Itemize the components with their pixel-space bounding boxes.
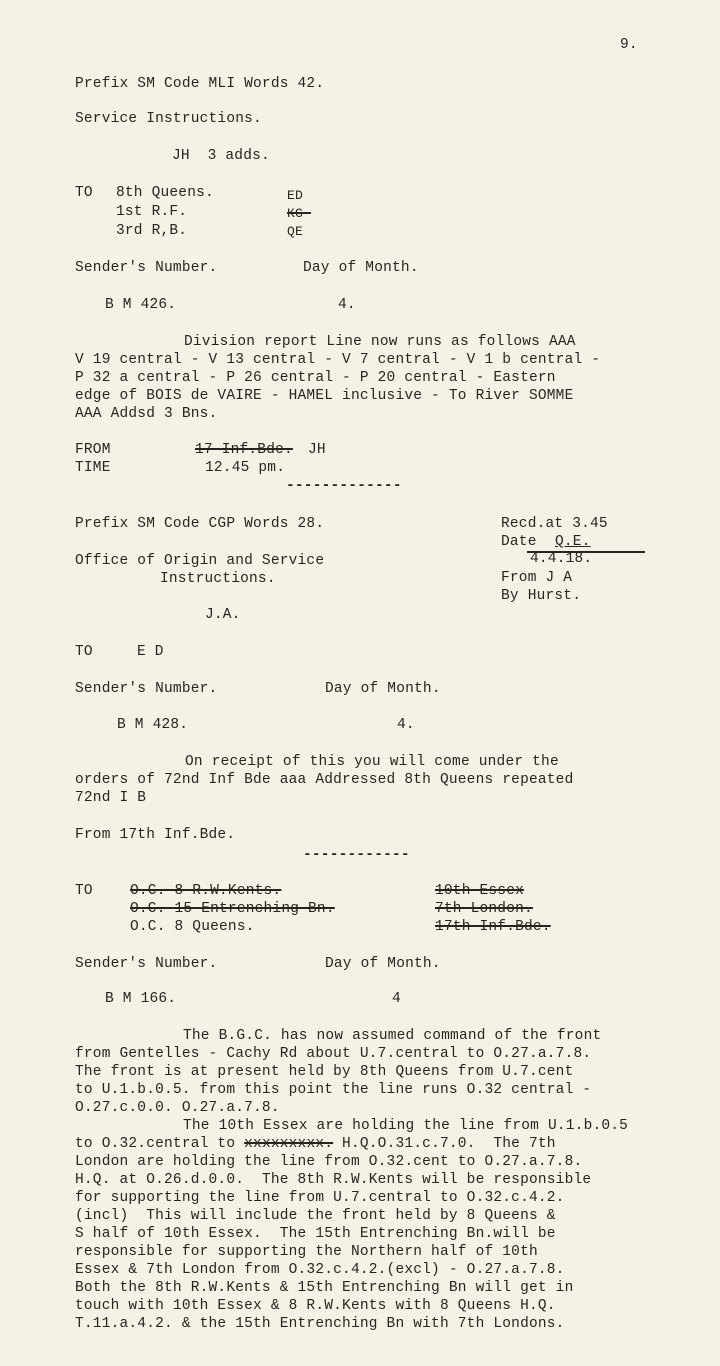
msg1-body-4: AAA Addsd 3 Bns. xyxy=(75,406,218,422)
msg3-body-2: The front is at present held by 8th Queens from U.7.cent xyxy=(75,1064,574,1080)
msg3-body-7: London are holding the line from O.32.cent to O.27.a.7.8. xyxy=(75,1154,583,1170)
msg3-body-6 xyxy=(75,1135,556,1153)
msg2-from-line: From 17th Inf.Bde. xyxy=(75,827,236,843)
msg3-body-16: T.11.a.4.2. & the 15th Entrenching Bn with 7th Londons. xyxy=(75,1316,565,1332)
msg1-body-0: Division report Line now runs as follows AAA xyxy=(184,334,576,350)
msg1-prefix: Prefix SM Code MLI Words 42. xyxy=(75,76,325,92)
msg1-divider: ------------- xyxy=(286,478,402,494)
msg2-date-code: Q.E. xyxy=(555,534,591,550)
msg3-to-left-2: O.C. 8 Queens. xyxy=(130,919,255,935)
msg2-day: 4. xyxy=(397,717,415,733)
msg2-to-label: TO xyxy=(75,644,93,660)
msg3-body-0: The B.G.C. has now assumed command of the front xyxy=(183,1028,602,1044)
msg3-day-label: Day of Month. xyxy=(325,956,441,972)
msg2-date: 4.4.18. xyxy=(530,551,593,567)
msg3-body-4: O.27.c.0.0. O.27.a.7.8. xyxy=(75,1100,280,1116)
msg2-day-label: Day of Month. xyxy=(325,681,441,697)
msg1-sender-label: Sender's Number. xyxy=(75,260,218,276)
msg3-day: 4 xyxy=(392,991,401,1007)
msg1-to-label: TO xyxy=(75,185,93,201)
msg2-prefix: Prefix SM Code CGP Words 28. xyxy=(75,516,325,532)
msg2-sender-label: Sender's Number. xyxy=(75,681,218,697)
msg3-body-5: The 10th Essex are holding the line from U.1.b.0.5 xyxy=(183,1118,629,1134)
msg3-to-right-2: 17th Inf.Bde. xyxy=(435,919,551,935)
msg3-body-15: touch with 10th Essex & 8 R.W.Kents with 8 Queens H.Q. xyxy=(75,1298,556,1314)
msg1-code-0: ED xyxy=(287,188,304,203)
msg3-to-right-0: 10th Essex xyxy=(435,883,525,899)
msg3-body-6a: to O.32.central to xyxy=(75,1136,245,1152)
msg3-to-left-1: O.C. 15 Entrenching Bn. xyxy=(130,901,335,917)
msg1-to-2: 3rd R,B. xyxy=(116,223,188,239)
msg1-code-2: QE xyxy=(287,224,304,239)
msg1-body-1: V 19 central - V 13 central - V 7 central - V 1 b central - xyxy=(75,352,601,368)
msg2-from: From J A xyxy=(501,570,573,586)
msg3-body-10: (incl) This will include the front held by 8 Queens & xyxy=(75,1208,556,1224)
msg2-recd: Recd.at 3.45 xyxy=(501,516,608,532)
msg3-sender-label: Sender's Number. xyxy=(75,956,218,972)
msg1-sender-number: B M 426. xyxy=(105,297,177,313)
msg3-to-left-0: O.C. 8 R.W.Kents. xyxy=(130,883,282,899)
msg3-sender-number: B M 166. xyxy=(105,991,177,1007)
msg3-body-8: H.Q. at O.26.d.0.0. The 8th R.W.Kents will be responsible xyxy=(75,1172,592,1188)
msg1-from-label: FROM xyxy=(75,442,111,458)
msg1-day-label: Day of Month. xyxy=(303,260,419,276)
msg1-body-3: edge of BOIS de VAIRE - HAMEL inclusive - To River SOMME xyxy=(75,388,574,404)
msg1-adds: JH 3 adds. xyxy=(172,148,270,164)
page-number: 9. xyxy=(620,37,638,53)
msg3-body-6b: H.Q.O.31.c.7.0. The 7th xyxy=(333,1136,556,1152)
msg2-body-0: On receipt of this you will come under the xyxy=(185,754,559,770)
msg2-body-1: orders of 72nd Inf Bde aaa Addressed 8th Queens repeated xyxy=(75,772,574,788)
msg1-to-0: 8th Queens. xyxy=(116,185,214,201)
msg1-code-1: KG- xyxy=(287,206,312,221)
msg2-body-2: 72nd I B xyxy=(75,790,147,806)
msg3-body-3: to U.1.b.0.5. from this point the line runs O.32 central - xyxy=(75,1082,592,1098)
msg1-service: Service Instructions. xyxy=(75,111,262,127)
msg2-office: Office of Origin and Service xyxy=(75,553,325,569)
msg3-to-label: TO xyxy=(75,883,93,899)
msg1-time: 12.45 pm. xyxy=(205,460,286,476)
msg2-by: By Hurst. xyxy=(501,588,582,604)
msg1-body-2: P 32 a central - P 26 central - P 20 central - Eastern xyxy=(75,370,556,386)
msg3-body-9: for supporting the line from U.7.central to O.32.c.4.2. xyxy=(75,1190,565,1206)
msg3-body-1: from Gentelles - Cachy Rd about U.7.central to O.27.a.7.8. xyxy=(75,1046,592,1062)
msg3-to-right-1: 7th London. xyxy=(435,901,533,917)
msg1-to-1: 1st R.F. xyxy=(116,204,188,220)
msg2-date-label: Date xyxy=(501,534,537,550)
msg3-body-6-struck: xxxxxxxxx. xyxy=(244,1136,334,1152)
msg3-body-13: Essex & 7th London from O.32.c.4.2.(excl) - O.27.a.7.8. xyxy=(75,1262,565,1278)
msg1-day: 4. xyxy=(338,297,356,313)
msg2-divider: ------------ xyxy=(303,847,410,863)
msg2-sender-number: B M 428. xyxy=(117,717,189,733)
msg1-time-label: TIME xyxy=(75,460,111,476)
msg3-body-12: responsible for supporting the Northern half of 10th xyxy=(75,1244,538,1260)
msg2-to: E D xyxy=(137,644,164,660)
msg3-body-14: Both the 8th R.W.Kents & 15th Entrenching Bn will get in xyxy=(75,1280,574,1296)
msg1-from-code: JH xyxy=(308,442,326,458)
msg2-office2: Instructions. xyxy=(160,571,276,587)
msg1-from-struck: 17-Inf.Bde. xyxy=(195,442,293,458)
msg2-origin: J.A. xyxy=(205,607,241,623)
msg3-body-11: S half of 10th Essex. The 15th Entrenching Bn.will be xyxy=(75,1226,556,1242)
